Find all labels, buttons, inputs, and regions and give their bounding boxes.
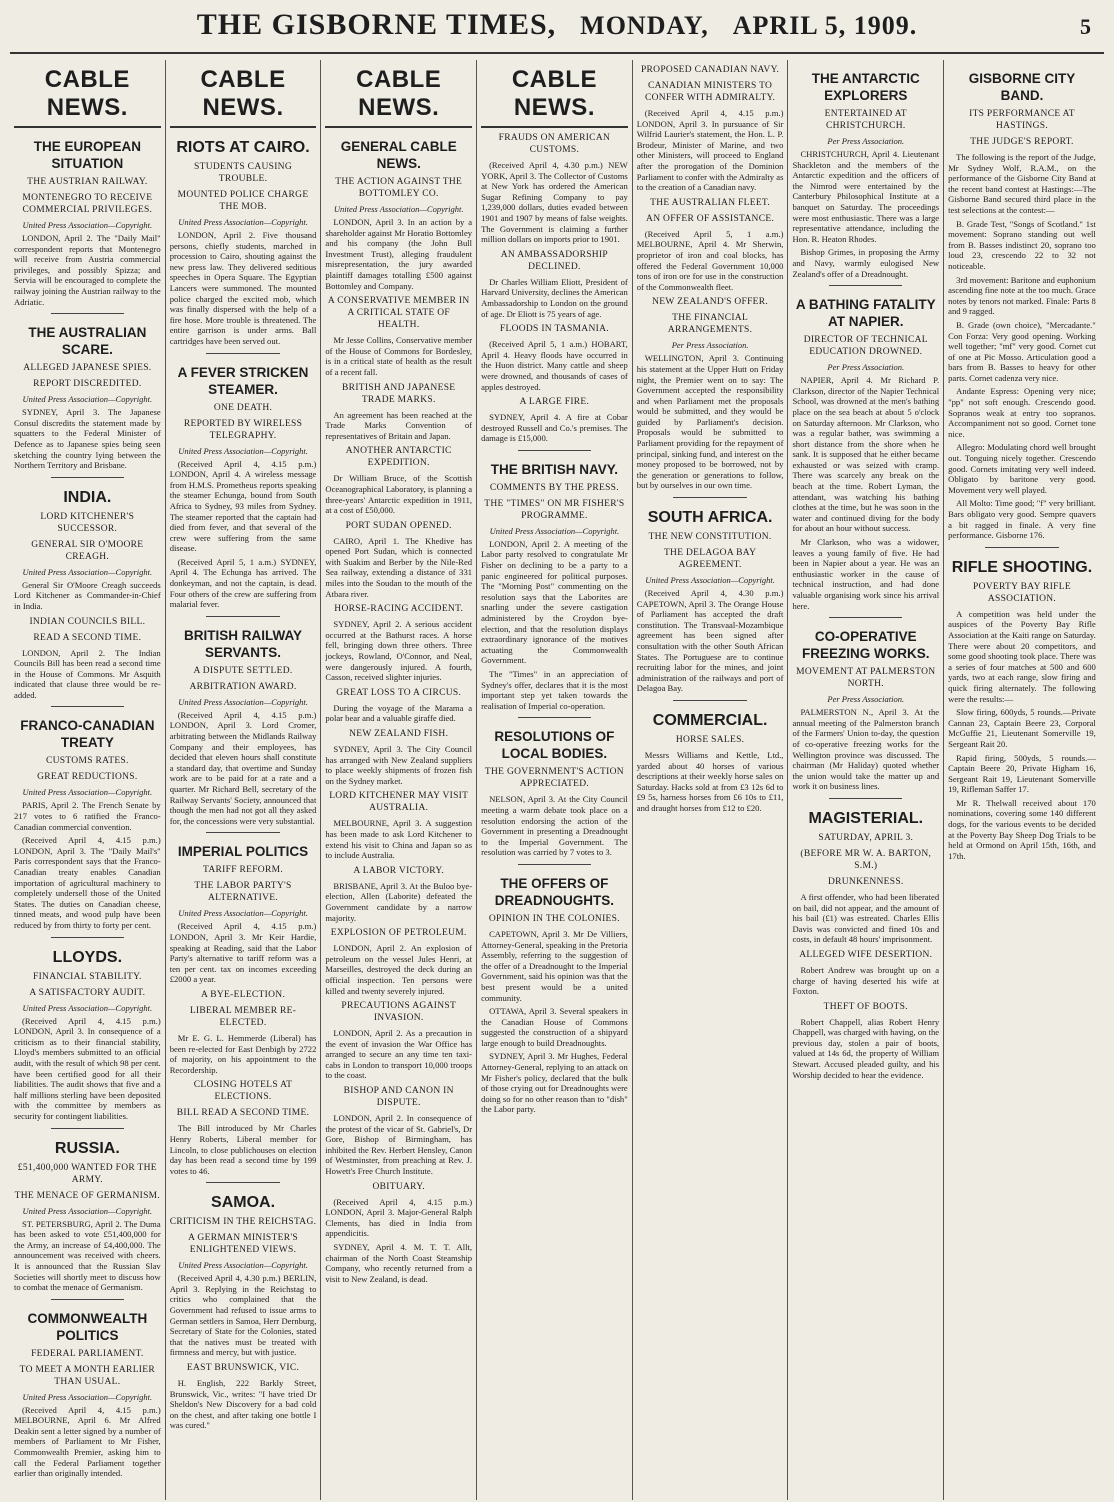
press-credit: United Press Association—Copyright. [178,1260,308,1271]
column-rule [673,700,746,701]
column-6 [788,60,944,1500]
article-headline: CO-OPERATIVE FREEZING WORKS. [802,629,930,662]
press-credit: United Press Association—Copyright. [178,696,308,707]
press-credit: United Press Association—Copyright. [178,445,308,456]
article-subheading: CLOSING HOTELS AT ELECTIONS. [193,1080,293,1103]
article-subheading: THEFT OF BOOTS. [823,1001,908,1012]
article-subheading: ENTERTAINED AT CHRISTCHURCH. [824,109,907,131]
article-paragraph: H. English, 222 Barkly Street, Brunswick, Vic., writes: "I have tried Dr Sheldon's New Discovery for a bad cold on the chest, and after taking one bottle I was cured." [169,1378,317,1431]
article-subheading: THE GOVERNMENT'S ACTION APPRECIATED. [484,767,624,790]
press-credit: United Press Association—Copyright. [22,220,153,230]
article-subheading: THE DELAGOA BAY AGREEMENT. [663,548,757,571]
article-subheading: GREAT REDUCTIONS. [37,772,138,783]
press-credit: Per Press Association. [671,340,749,351]
article-paragraph: CHRISTCHURCH, April 4. Lieutenant Shackleton and the members of the Antarctic expedition and the officers of the Nimrod were entertained by the Canterbury Philosophical Institute at a banquet on Saturday. The proceedings were most enthusiastic. There was a large representative attendance, including the Hon. R. Heaton Rhodes. [792,149,940,244]
article-paragraph: (Received April 5, 1 a.m.) MELBOURNE, April 4. Mr Sherwin, proprietor of iron and coal blocks, has offered the Federal Government 10,000 tons of iron ore for use in the construction of the Commonwealth fleet. [636,228,784,292]
article-headline: THE BRITISH NAVY. [490,461,619,477]
article-paragraph: Mr Jesse Collins, Conservative member of the House of Commons for Bordesley, is in a critical state of health as the result of a recent fall. [325,335,473,377]
masthead [10,8,1104,54]
article-subheading: COMMENTS BY THE PRESS. [489,482,619,493]
article-paragraph: LONDON, April 2. An explosion of petroleum on the vessel Jules Henri, at Marseilles, destroyed the deck during an official inspection. Ten persons were killed and twenty severely injured. [325,943,473,996]
article-subheading: ARBITRATION AWARD. [189,681,297,692]
article-paragraph: SYDNEY, April 4. M. T. T. Allt, chairman of the North Coast Steamship Company, who recently returned from a visit to New Zealand, is dead. [325,1242,473,1284]
article-subheading: OBITUARY. [372,1181,425,1192]
article-paragraph: (Received April 4, 4.15 p.m.) LONDON, April 3. Major-General Ralph Clements, has died in India from appendicitis. [325,1196,473,1239]
article-paragraph: (Received April 4, 4.15 p.m.) LONDON, April 3. The "Daily Mail's" Paris correspondent says that the Franco-Canadian treaty enables Canadian importation of agricultural machinery to completely undersell those of the United States. The duties on Canadian cheese, tinned meats, and wood pulp have been reduced by from thirty to forty per cent. [14,835,161,930]
article-paragraph: LONDON, April 2. A meeting of the Labor party resolved to congratulate Mr Fisher on declining to be a party to a panic engineered for political purposes. The "Morning Post" commenting on the resolution says that the Laborites are snarling under the severe castigation administered by the Croydon bye-election, and that the resolution displays extraordinary ignorance of the motives actuating the Commonwealth Government. [481,538,628,666]
section-banner: CABLE NEWS. [325,66,472,128]
article-subheading: INDIAN COUNCILS BILL. [29,616,146,627]
article-headline: BRITISH RAILWAY SERVANTS. [184,627,303,660]
article-subheading: PROPOSED CANADIAN NAVY. [640,65,780,75]
article-headline: A FEVER STRICKEN STEAMER. [177,364,309,397]
article-headline: THE OFFERS OF DREADNOUGHTS. [494,875,615,908]
article-subheading: NEW ZEALAND'S OFFER. [652,297,769,308]
article-headline: SOUTH AFRICA. [647,509,773,527]
article-paragraph: LONDON, April 2. The "Daily Mail" correspondent reports that Montenegro will receive from Austria commercial privileges, and possibly Spizza; and Servia will be encouraged to complete the railway joining the Austrian railway to the Adriatic. [14,233,161,307]
article-subheading: ALLEGED JAPANESE SPIES. [23,363,152,374]
article-subheading: A SATISFACTORY AUDIT. [29,987,146,998]
column-2 [166,60,322,1500]
article-subheading: BRITISH AND JAPANESE TRADE MARKS. [342,382,456,405]
article-subheading: AN AMBASSADORSHIP DECLINED. [500,249,609,272]
article-subheading: READ A SECOND TIME. [33,632,142,643]
column-rule [206,616,279,617]
column-3 [321,60,477,1500]
column-rule [206,353,279,354]
section-banner: CABLE NEWS. [481,66,628,128]
article-paragraph: (Received April 4, 4.30 p.m.) CAPETOWN, April 3. The Orange House of Parliament has accepted the draft constitution. The Transvaal-Mozambique agreement has been signed after consultation with the other South African States. The Portuguese are to continue recruiting labor for the mines, and joint administration of the railways and port of Delagoa Bay. [636,588,784,694]
article-paragraph: LONDON, April 2. The Indian Councils Bill has been read a second time in the House of Commons. Mr Asquith indicated that clause three would be re-added. [14,647,161,700]
article-headline: INDIA. [63,488,112,506]
article-subheading: THE AUSTRIAN RAILWAY. [27,177,148,187]
article-paragraph: NELSON, April 3. At the City Council meeting a warm debate took place on a resolution endorsing the action of the Government in presenting a Dreadnought to the Imperial Government. The resolution was carried by 7 votes to 3. [481,794,628,858]
article-subheading: FRAUDS ON AMERICAN CUSTOMS. [498,133,611,155]
press-credit: United Press Association—Copyright. [22,787,153,798]
article-paragraph: MELBOURNE, April 3. A suggestion has been made to ask Lord Kitchener to extend his visit to China and Japan so as to include Australia. [325,818,473,861]
article-headline: GISBORNE CITY BAND. [968,71,1076,103]
article-subheading: A LARGE FIRE. [519,397,590,408]
columns [10,60,1104,1500]
article-headline: RIFLE SHOOTING. [951,558,1093,576]
press-credit: United Press Association—Copyright. [489,525,620,536]
article-subheading: THE NEW CONSTITUTION. [648,532,772,543]
article-subheading: LORD KITCHENER MAY VISIT AUSTRALIA. [329,791,469,814]
article-paragraph: Slow firing, 600yds, 5 rounds.—Private Cannan 23, Captain Beere 23, Corporal McGuffie 21, Lieutenant Somerville 19, Sergeant Rait 20. [948,707,1096,749]
article-headline: A BATHING FATALITY AT NAPIER. [795,297,936,330]
article-paragraph: A first offender, who had been liberated on bail, did not appear, and the amount of his bail (£1) was estreated. Charles Ellis Davis was convicted and fined 10s and costs, in default 48 hours' imprisonment. [792,891,940,945]
column-5 [633,60,789,1500]
article-paragraph: ST. PETERSBURG, April 2. The Duma has been asked to vote £51,400,000 for the Army, an increase of £4,400,000. The announcement was received with cheers. It is announced that the Russian Slav Societies will shortly meet to discuss how to combat the menace of Germanism. [14,1218,161,1293]
article-subheading: FINANCIAL STABILITY. [33,971,142,982]
article-headline: COMMERCIAL. [652,711,768,729]
article-paragraph: OTTAWA, April 3. Several speakers in the Canadian House of Commons suggested the construction of a shipyard large enough to build Dreadnoughts. [481,1006,628,1048]
page-number: 5 [1080,14,1092,39]
article-subheading: EAST BRUNSWICK, VIC. [186,1363,300,1374]
article-subheading: LIBERAL MEMBER RE-ELECTED. [189,1005,297,1028]
column-rule [206,1182,279,1183]
article-subheading: FLOODS IN TASMANIA. [499,324,609,335]
article-subheading: MOUNTED POLICE CHARGE THE MOB. [177,190,309,212]
article-paragraph: PALMERSTON N., April 3. At the annual meeting of the Palmerston branch of the Farmers' Union to-day, the question of co-operative freezing works for the Wellington province was discussed. The chairman (Mr Haliday) quoted whether the union would take the matter up and work it on business lines. [792,707,940,792]
article-paragraph: (Received April 4, 4.30 p.m.) BERLIN, April 3. Replying in the Reichstag to critics who complained that the Government had refused to issue arms to German settlers in Samoa, Herr Dernburg, Secretary of State for the Colonies, stated that the natives must be treated with firmness and mercy, but with justice. [169,1273,317,1358]
article-paragraph: (Received April 5, 1 a.m.) SYDNEY, April 4. The Echunga has arrived. The donkeyman, and not the captain, is dead. Four others of the crew are suffering from malarial fever. [169,556,317,610]
column-rule [829,798,902,799]
article-subheading: HORSE-RACING ACCIDENT. [334,604,464,615]
article-headline: IMPERIAL POLITICS [177,844,309,860]
press-credit: United Press Association—Copyright. [22,394,153,405]
column-rule [518,450,591,451]
article-paragraph: (Received April 4, 4.15 p.m.) MELBOURNE, April 6. Mr Alfred Deakin sent a letter signed by a number of members of Parliament to Mr Fisher, Commonwealth Premier, asking him to call the Federal Parliament together earlier than originally intended. [14,1404,161,1479]
article-paragraph: (Received April 5, 1 a.m.) HOBART, April 4. Heavy floods have occurred in the Huon district. Many cattle and sheep were drowned, and thousands of cases of apples destroyed. [481,339,628,392]
press-credit: Per Press Association. [827,136,905,146]
article-paragraph: BRISBANE, April 3. At the Buloo bye-election, Allen (Laborite) defeated the Government candidate by a narrow majority. [325,880,473,923]
article-subheading: NEW ZEALAND FISH. [349,729,449,739]
article-subheading: EXPLOSION OF PETROLEUM. [330,928,467,939]
article-paragraph: Dr William Bruce, of the Scottish Oceanographical Laboratory, is planning a three-years' Antarctic expedition in 1911, at a cost of £50,000. [325,473,473,516]
article-subheading: REPORTED BY WIRELESS TELEGRAPHY. [183,418,303,441]
article-paragraph: CAPETOWN, April 3. Mr De Villiers, Attorney-General, speaking in the Pretoria Assembly, referring to the suggestion of the offer of a Dreadnought to the Imperial Government, said his opinion was that the best present would be a united community. [481,928,628,1003]
article-paragraph: Dr Charles William Eliott, President of Harvard University, declines the American Ambassadorship to London on the ground of age. Dr Eliott is 75 years of age. [481,276,628,319]
article-subheading: CUSTOMS RATES. [46,756,129,767]
issue-date: APRIL 5, 1909. [732,11,918,40]
article-paragraph: LONDON, April 2. As a precaution in the event of invasion the War Office has arranged to secure an any time ten taxi-cabs in London to transport 10,000 troops to the coast. [325,1028,473,1081]
article-paragraph: (Received April 4, 4.30 p.m.) NEW YORK, April 3. The Collector of Customs at New York has ordered the American Sugar Refining Company to pay 1,239,000 dollars, duties evaded between 1901 and 1907 by means of false weights. The Government is claiming a further million dollars on imports prior to 1901. [481,160,628,245]
article-headline: THE ANTARCTIC EXPLORERS [811,71,920,103]
article-paragraph: General Sir O'Moore Creagh succeeds Lord Kitchener as Commander-in-Chief in India. [14,579,161,611]
column-rule [518,717,591,718]
article-paragraph: LONDON, April 2. Five thousand persons, chiefly students, marched in procession to Cairo, shouting against the new press law. They delivered seditious speeches in Opera Square. The Egyptian Lancers were summoned. The mounted police charged the excited mob, which was finally dispersed with the help of a fire hose. More trouble is threatened. The entire garrison is under arms. Ball cartridges have been served out. [169,230,317,346]
article-headline: RUSSIA. [54,1139,120,1157]
article-subheading: (BEFORE MR W. A. BARTON, S.M.) [800,848,932,871]
article-paragraph: Mr Clarkson, who was a widower, leaves a young family of five. He had been in Napier about a year. He was an enthusiastic worker in the cause of technical instruction, and had done valuable organising work since his arrival here. [792,537,940,611]
column-rule [518,864,591,865]
column-rule [51,477,124,478]
article-paragraph: The "Times" in an appreciation of Sydney's offer, declares that it is the most important step yet taken towards the realisation of Imperial co-operation. [481,669,628,711]
article-subheading: CANADIAN MINISTERS TO CONFER WITH ADMIRALTY. [644,81,776,103]
article-headline: THE AUSTRALIAN SCARE. [28,325,147,358]
article-paragraph: The following is the report of the Judge, Mr Sydney Wolf, R.A.M., on the performance of the Gisborne City Band at the recent band contest at Hastings:—The Gisborne Band secured third place in the test selections at the contest:— [948,152,1096,215]
column-rule [51,313,124,314]
article-subheading: REPORT DISCREDITED. [33,379,142,390]
column-rule [51,1299,124,1300]
column-rule [206,832,279,833]
column-rule [829,617,902,618]
article-subheading: ALLEGED WIFE DESERTION. [799,949,933,960]
article-subheading: £51,400,000 WANTED FOR THE ARMY. [17,1162,157,1185]
press-credit: United Press Association—Copyright. [22,1391,153,1402]
article-paragraph: Allegro: Modulating chord well brought out. Tonguing nicely together. Crescendo good. Cornets imitating very well indeed. Obligato by baritone very good. Movement very well played. [948,442,1096,495]
article-paragraph: CAIRO, April 1. The Khedive has opened Port Sudan, which is connected with Suakim and Berber by the Nile-Red Sea railway, extending a distance of 331 miles into the Soudan to the mouth of the Atbara river. [325,535,473,599]
article-subheading: OPINION IN THE COLONIES. [488,913,620,924]
article-paragraph: Mr E. G. L. Hemmerde (Liberal) has been re-elected for East Denbigh by 2722 of majority, on his appointment to the Recordership. [169,1032,317,1075]
article-subheading: DIRECTOR OF TECHNICAL EDUCATION DROWNED. [803,335,928,358]
column-1 [10,60,166,1500]
article-paragraph: PARIS, April 2. The French Senate by 217 votes to 6 ratified the Franco-Canadian commercial convention. [14,800,161,832]
column-rule [51,706,124,707]
article-paragraph: SYDNEY, April 2. A serious accident occurred at the Bathurst races. A horse fell, bringing down three others. Three jockeys, Rowland, O'Connor, and Neal, were dangerously injured. A fourth, Casson, received slighter injuries. [325,619,473,683]
article-paragraph: 3rd movement: Baritone and euphonium ascending fine note at the too much. Grace notes by tenors not marked. Finale: Parts 8 and 9 ragged. [948,274,1096,317]
article-headline: COMMONWEALTH POLITICS [27,1310,148,1343]
article-subheading: A DISPUTE SETTLED. [193,665,293,676]
article-subheading: AN OFFER OF ASSISTANCE. [646,213,775,224]
article-paragraph: All Molto: Time good; "f" very brilliant. Bars obligato very good. Sempre quavers a bit ragged in finale. A very fine performance. Gisborne 176. [948,498,1096,541]
article-subheading: THE ACTION AGAINST THE BOTTOMLEY CO. [335,177,463,199]
column-rule [829,285,902,286]
article-subheading: MONTENEGRO TO RECEIVE COMMERCIAL PRIVILEGES. [22,193,153,215]
column-rule [51,1128,124,1129]
article-paragraph: SYDNEY, April 3. Mr Hughes, Federal Attorney-General, replying to an attack on Mr Fisher's policy, declared that the bulk of those crying out for Dreadnoughts were doing so for no other reason than to "dish" the Labor party. [481,1051,628,1115]
article-paragraph: (Received April 4, 4.15 p.m.) LONDON, April 3. In pursuance of Sir Wilfrid Laurier's statement, the Hon. L. P. Brodeur, Minister of Marine, and two other Ministers, will proceed to England after the prorogation of the Dominion Parliament to confer with the Admiralty as to the creation of a Canadian navy. [636,108,784,193]
article-headline: RESOLUTIONS OF LOCAL BODIES. [494,729,615,762]
article-paragraph: LONDON, April 3. In an action by a shareholder against Mr Horatio Bottomley and his company (the John Bull Investment Trust), alleging fraudulent misrepresentation, the jury awarded plaintiff damages totalling £500 against Bottomley and Company. [325,217,473,291]
article-paragraph: Bishop Grimes, in proposing the Army and Navy, warmly eulogised New Zealand's offer of a Dreadnought. [792,247,940,279]
article-paragraph: The Bill introduced by Mr Charles Henry Roberts, Liberal member for Lincoln, to close publichouses on election day has been read a second time by 199 votes to 46. [169,1123,317,1176]
article-subheading: A LABOR VICTORY. [353,865,445,876]
article-subheading: CRITICISM IN THE REICHSTAG. [169,1217,317,1228]
article-paragraph: SYDNEY, April 3. The City Council has arranged with New Zealand suppliers to place weekly shipments of frozen fish on the Sydney market. [325,744,473,786]
article-subheading: SATURDAY, APRIL 3. [818,832,914,843]
article-paragraph: Andante Espress: Opening very nice; "pp" not soft enough. Crescendo good. Sopranos weak at entry too sopranos. Accompaniment not so good. Cornet tone nice. [948,386,1096,439]
article-subheading: GENERAL SIR O'MOORE CREAGH. [31,539,144,562]
article-paragraph: WELLINGTON, April 3. Continuing his statement at the Upper Hutt on Friday night, the Premier went on to say: The Government accepted the responsibility and when Parliament met the proposals would be submitted, and they would be guided by Parliament's decision. Proposals would be submitted to Parliament providing for the repayment of principal, sinking fund, and interest on the money proposed to be borrowed, not by the generation or generations to follow, but by ourselves in our own time. [636,353,784,491]
article-subheading: THE AUSTRALIAN FLEET. [650,197,771,208]
article-subheading: BILL READ A SECOND TIME. [176,1108,310,1119]
article-paragraph: (Received April 4, 4.15 p.m.) LONDON, April 3. In consequence of a criticism as to their financial stability, Lloyd's members submitted to an official audit, with the result of which 98 per cent. have been certified good for all their liabilities. The audit shows that five and a half millions sterling have been deposited with the committee by members as security for contingent liabilities. [14,1015,161,1121]
article-headline: GENERAL CABLE NEWS. [340,139,457,171]
article-paragraph: An agreement has been reached at the Trade Marks Convention of representatives of Britain and Japan. [325,409,473,441]
article-headline: SAMOA. [211,1194,276,1212]
article-subheading: HORSE SALES. [675,734,745,745]
article-paragraph: B. Grade (own choice), "Mercadante." Con Forza: Very good opening. Working well together; "mf" very good. Cornet cut of one at Pic Mosso. Articulation good a bars from B. Basses to heavy for other parts. Cornet cadenza very nice. [948,319,1096,383]
article-subheading: BISHOP AND CANON IN DISPUTE. [343,1086,454,1109]
article-subheading: THE "TIMES" ON MR FISHER'S PROGRAMME. [484,498,625,521]
article-subheading: THE LABOR PARTY'S ALTERNATIVE. [194,881,292,904]
article-subheading: THE JUDGE'S REPORT. [970,137,1074,147]
press-credit: United Press Association—Copyright. [333,204,464,214]
article-paragraph: Robert Chappell, alias Robert Henry Chappell, was charged with having, on the previous day, stolen a pair of boots, valued at 14s 6d, the property of William Stewart. Accused pleaded guilty, and his Worship decided to hear the evidence. [792,1016,940,1080]
article-subheading: DRUNKENNESS. [827,876,904,887]
section-banner: CABLE NEWS. [14,66,161,128]
article-paragraph: LONDON, April 2. In consequence of the protest of the vicar of St. Gabriel's, Dr Gore, Bishop of Birmingham, has inhibited the Rev. Herbert Hensley, Canon of Westminster, from preaching at Rev. J. Howett's Free Church Institute. [325,1113,473,1177]
column-7 [944,60,1100,1500]
section-banner: CABLE NEWS. [170,66,317,128]
article-subheading: PORT SUDAN OPENED. [345,520,452,531]
article-paragraph: (Received April 4, 4.15 p.m.) LONDON, April 3. Mr Keir Hardie, speaking at Reading, said that the Labor Party's alternative to tariff reform was a ten per cent. tax on incomes exceeding £2000 a year. [169,921,317,985]
column-4 [477,60,633,1500]
column-rule [985,547,1059,548]
press-credit: United Press Association—Copyright. [178,908,308,919]
article-paragraph: Rapid firing, 500yds, 5 rounds.—Captain Beere 20, Private Higham 16, Sergeant Rait 19, Lieutenant Somerville 19, Rifleman Saffer 17. [948,752,1096,795]
article-headline: RIOTS AT CAIRO. [176,139,310,156]
article-subheading: TARIFF REFORM. [203,865,284,876]
issue-day: MONDAY, [580,11,709,40]
article-paragraph: Messrs Williams and Kettle, Ltd., yarded about 40 horses of various descriptions at their weekly horse sales on Saturday. Hacks sold at from £3 12s 6d to £9 5s, harness horses from £6 10s to £11, and draught horses from £12 to £20. [636,749,784,813]
article-paragraph: SYDNEY, April 3. The Japanese Consul discredits the statement made by squatters to the Federal Minister of Defence as to Japanese spies being seen sketching the country lying between the Northern Territory and Brisbane. [14,407,161,471]
article-subheading: A BYE-ELECTION. [200,989,286,1000]
article-subheading: STUDENTS CAUSING TROUBLE. [194,162,293,184]
article-paragraph: A competition was held under the auspices of the Poverty Bay Rifle Association at the Kaiti range on Saturday. There were about 20 competitors, and some good shooting took place. There was a series of four matches at 500 and 600 yards, two at each range, slow firing and quick firing alternately. The following were the results:— [948,608,1096,704]
article-paragraph: Robert Andrew was brought up on a charge of having deserted his wife at Foxton. [792,964,940,997]
article-subheading: PRECAUTIONS AGAINST INVASION. [341,1001,457,1024]
article-subheading: ONE DEATH. [213,402,273,413]
press-credit: United Press Association—Copyright. [22,1002,153,1013]
column-rule [51,937,124,938]
article-headline: FRANCO-CANADIAN TREATY [20,718,155,751]
article-subheading: GREAT LOSS TO A CIRCUS. [336,687,462,698]
article-paragraph: Mr R. Thelwall received about 170 nominations, covering some 140 different dogs, for the various events to be decided at the Poverty Bay Sheep Dog Trials to be held at Ormond on April 15th, 16th, and 17th. [948,797,1096,861]
article-subheading: ANOTHER ANTARCTIC EXPEDITION. [345,446,452,469]
article-subheading: TO MEET A MONTH EARLIER THAN USUAL. [19,1364,155,1387]
article-subheading: ITS PERFORMANCE AT HASTINGS. [969,109,1075,131]
article-paragraph: NAPIER, April 4. Mr Richard P. Clarkson, director of the Napier Technical School, was drowned at the men's bathing place on the sea beach at about 5 o'clock on Saturday afternoon. Mr Clarkson, who was a regular bather, was swimming a short distance from the shore when he sank. It is supposed that he either became exhausted or was seized with cramp. There was scarcely any break on the beach at the time. Robert Lyman, the attendant, was watching his bathing clothes at the time, but he was soon in the water and continued diving for the body for about an hour without success. [792,375,940,534]
press-credit: Per Press Association. [827,362,905,373]
press-credit: United Press Association—Copyright. [22,566,153,577]
newspaper-title: THE GISBORNE TIMES, [196,8,557,41]
article-headline: MAGISTERIAL. [808,809,924,827]
article-paragraph: (Received April 4, 4.15 p.m.) LONDON, April 3. Lord Cromer, arbitrating between the Midlands Railway Company and their employees, has decided that eleven hours shall constitute a standard day, that overtime and Sunday work are to be paid for at a rate and a quarter. Mr Richard Bell, secretary of the Railway Servants' Society, announced that though the men had not got all they asked for, the concessions were very substantial. [169,709,317,826]
article-headline: LLOYDS. [52,948,123,966]
press-credit: United Press Association—Copyright. [645,575,775,586]
article-subheading: MOVEMENT AT PALMERSTON NORTH. [796,667,936,690]
article-headline: THE EUROPEAN SITUATION [33,139,141,171]
article-subheading: A CONSERVATIVE MEMBER IN A CRITICAL STATE OF HEALTH. [327,296,470,331]
article-subheading: FEDERAL PARLIAMENT. [31,1348,144,1359]
article-paragraph: SYDNEY, April 4. A fire at Cobar destroyed Russell and Co.'s premises. The damage is £15,000. [481,412,628,444]
article-subheading: THE FINANCIAL ARRANGEMENTS. [667,313,753,336]
article-paragraph: B. Grade Test, "Songs of Scotland." 1st movement: Soprano standing out well from B. Basses indistinct 20, soprano too loud 23, crescendo 22 to 32 not noticeable. [948,218,1096,271]
column-rule [673,497,746,498]
article-subheading: LORD KITCHENER'S SUCCESSOR. [40,511,135,534]
press-credit: United Press Association—Copyright. [22,1205,153,1216]
press-credit: United Press Association—Copyright. [178,217,308,227]
press-credit: Per Press Association. [827,694,905,705]
article-subheading: THE MENACE OF GERMANISM. [14,1190,161,1201]
article-subheading: A GERMAN MINISTER'S ENLIGHTENED VIEWS. [188,1233,298,1256]
article-paragraph: During the voyage of the Marama a polar bear and a valuable giraffe died. [325,702,473,724]
article-subheading: POVERTY BAY RIFLE ASSOCIATION. [972,581,1071,604]
article-paragraph: (Received April 4, 4.15 p.m.) LONDON, April 4. A wireless message from H.M.S. Prometheus reports speaking the steamer Echunga, bound from South Africa to Sydney, 93 miles from Sydney. The steamer reported that the captain had died from fever, and that several of the crew were suffering from the same disease. [169,458,317,554]
